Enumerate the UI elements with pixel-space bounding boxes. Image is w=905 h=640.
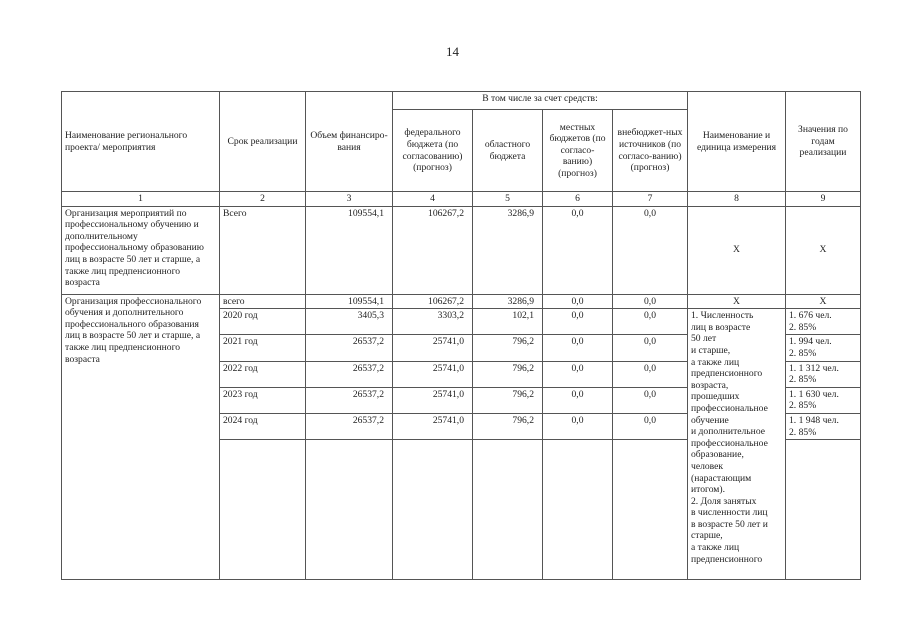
header-values: Значения по годам реализации (786, 92, 861, 192)
block2-total-local: 0,0 (543, 294, 613, 309)
header-name: Наименование регионального проекта/ мероприятия (62, 92, 220, 192)
year-volume: 26537,2 (306, 387, 393, 413)
block2-total-regional: 3286,9 (473, 294, 543, 309)
year-federal: 25741,0 (393, 387, 473, 413)
block1-federal: 106267,2 (393, 206, 473, 294)
block2-total-row (62, 294, 861, 309)
block2-total-term: всего (220, 294, 306, 309)
block1-values: Х (786, 206, 861, 294)
header-regional: областного бюджета (473, 110, 543, 192)
col-num: 8 (688, 192, 786, 207)
financing-table (61, 91, 861, 580)
block2-name: Организация профессионального обучения и дополнительного профессионального образования лиц в возрасте 50 лет и старше, а также лиц предпенсионного возраста (62, 294, 220, 580)
year-term: 2023 год (220, 387, 306, 413)
year-local: 0,0 (543, 335, 613, 361)
year-federal: 25741,0 (393, 413, 473, 439)
block1-extra: 0,0 (613, 206, 688, 294)
year-volume: 26537,2 (306, 335, 393, 361)
year-extra: 0,0 (613, 309, 688, 335)
page-number: 14 (446, 44, 459, 59)
block2-total-volume: 109554,1 (306, 294, 393, 309)
year-volume: 26537,2 (306, 361, 393, 387)
empty-cell (393, 440, 473, 580)
year-local: 0,0 (543, 309, 613, 335)
col-num: 3 (306, 192, 393, 207)
year-values: 1. 994 чел. 2. 85% (786, 335, 861, 361)
year-term: 2022 год (220, 361, 306, 387)
col-num: 4 (393, 192, 473, 207)
block1-name: Организация мероприятий по профессиональному обучению и дополнительному профессиональному образованию лиц в возрасте 50 лет и старше, а также лиц предпенсионного возраста (62, 206, 220, 294)
year-extra: 0,0 (613, 387, 688, 413)
header-row-1 (62, 92, 861, 110)
year-values: 1. 1 312 чел. 2. 85% (786, 361, 861, 387)
block2-total-extra: 0,0 (613, 294, 688, 309)
year-local: 0,0 (543, 413, 613, 439)
col-num: 2 (220, 192, 306, 207)
col-num: 1 (62, 192, 220, 207)
year-extra: 0,0 (613, 361, 688, 387)
year-regional: 796,2 (473, 387, 543, 413)
year-term: 2024 год (220, 413, 306, 439)
year-term: 2020 год (220, 309, 306, 335)
header-including: В том числе за счет средств: (393, 92, 688, 110)
year-regional: 102,1 (473, 309, 543, 335)
col-num: 6 (543, 192, 613, 207)
header-volume: Объем финансиро-вания (306, 92, 393, 192)
block1-regional: 3286,9 (473, 206, 543, 294)
block1-volume: 109554,1 (306, 206, 393, 294)
year-regional: 796,2 (473, 335, 543, 361)
block2-total-federal: 106267,2 (393, 294, 473, 309)
year-values: 1. 1 630 чел. 2. 85% (786, 387, 861, 413)
empty-cell (543, 440, 613, 580)
header-federal: федерального бюджета (по согласованию) (прогноз) (393, 110, 473, 192)
block1-local: 0,0 (543, 206, 613, 294)
year-term: 2021 год (220, 335, 306, 361)
year-federal: 25741,0 (393, 361, 473, 387)
block1-indicator: Х (688, 206, 786, 294)
empty-cell (613, 440, 688, 580)
year-federal: 25741,0 (393, 335, 473, 361)
column-number-row (62, 192, 861, 207)
block2-total-values: Х (786, 294, 861, 309)
year-local: 0,0 (543, 387, 613, 413)
col-num: 9 (786, 192, 861, 207)
block2-total-indicator: Х (688, 294, 786, 309)
year-regional: 796,2 (473, 413, 543, 439)
empty-cell (473, 440, 543, 580)
block1-term: Всего (220, 206, 306, 294)
header-extrabudget: внебюджет-ных источников (по согласо-ванию) (прогноз) (613, 110, 688, 192)
year-values: 1. 676 чел. 2. 85% (786, 309, 861, 335)
empty-cell (220, 440, 306, 580)
year-regional: 796,2 (473, 361, 543, 387)
header-local: местных бюджетов (по согласо-ванию) (прогноз) (543, 110, 613, 192)
header-indicator: Наименование и единица измерения (688, 92, 786, 192)
year-local: 0,0 (543, 361, 613, 387)
year-extra: 0,0 (613, 413, 688, 439)
year-volume: 3405,3 (306, 309, 393, 335)
col-num: 5 (473, 192, 543, 207)
empty-cell (786, 440, 861, 580)
year-federal: 3303,2 (393, 309, 473, 335)
col-num: 7 (613, 192, 688, 207)
header-term: Срок реализации (220, 92, 306, 192)
year-extra: 0,0 (613, 335, 688, 361)
year-values: 1. 1 948 чел. 2. 85% (786, 413, 861, 439)
block1-row (62, 206, 861, 294)
empty-cell (306, 440, 393, 580)
block2-indicator-text: 1. Численность лиц в возрасте 50 лет и старше, а также лиц предпенсионного возраста, прошедших профессиональное обучение и дополнительное профессиональное образование, человек (нарастающим итогом). 2. Доля занятых в численности лиц в возрасте 50 лет и старше, а также лиц предпенсионного (688, 309, 786, 580)
year-volume: 26537,2 (306, 413, 393, 439)
